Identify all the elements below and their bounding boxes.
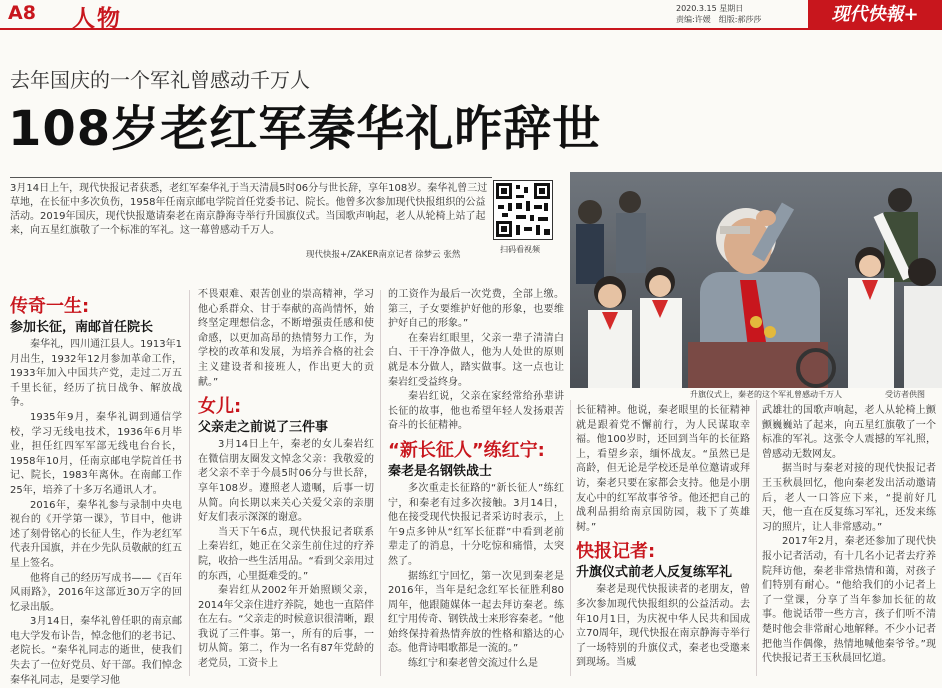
paragraph: 据练红宁回忆，第一次见到秦老是2016年，当年是纪念红军长征胜利80周年，他跟随媒体一起去拜访秦老。练红宁用传奇、钢铁战士来形容秦老。“他始终保持着热情奔放的性格和豁达的心态。他背诗唱歌都是一流的。” bbox=[388, 570, 564, 655]
paragraph: 3月14日，秦华礼曾任职的南京邮电大学发布讣告，悼念他们的老书记、老院长。“秦华礼同志的逝世，使我们失去了一位好党员、好干部。我们悼念秦华礼同志，是要学习他 bbox=[10, 616, 182, 686]
paragraph: 秦华礼，四川通江县人。1913年1月出生，1932年12月参加革命工作，1933年加入中国共产党，走过二万五千里长征，经历了抗日战争、解放战争。 bbox=[10, 339, 182, 409]
paragraph: 2016年，秦华礼参与录制中央电视台的《开学第一课》，节目中，他讲述了刻骨铭心的长征人生，作为老红军代表升国旗，并在少先队员敬献的红五星上签名。 bbox=[10, 499, 182, 569]
section-heading-reporter: 快报记者: bbox=[576, 541, 656, 563]
paragraph: 长征精神。他说，秦老眼里的长征精神就是跟着党不懈前行，为人民谋取幸福。他100岁时，还回到当年的长征路上，看望乡亲，缅怀战友。“虽然已是高龄，但无论是学校还是单位邀请或拜访，秦老只要在家都会支持。他是小朋友心中的红军故事爷爷。他还把自己的战利品捐给南京国防园，栽下了英雄树。” bbox=[576, 405, 750, 533]
article-subtitle: 去年国庆的一个军礼曾感动千万人 bbox=[10, 68, 310, 92]
section-subheading: 升旗仪式前老人反复练军礼 bbox=[576, 565, 733, 581]
paragraph: 3月14日上午，秦老的女儿秦岩红在微信朋友圈发文悼念父亲：我敬爱的老父亲不幸于今晨5时06分与世长辞，享年108岁。遵照老人遗嘱，后事一切从简。向长期以来关心关爱父亲的亲朋好友们表示深深的谢意。 bbox=[198, 439, 374, 524]
newspaper-logo: 现代快報+ bbox=[808, 0, 942, 30]
article-lead bbox=[10, 182, 488, 238]
paragraph: 1935年9月，秦华礼调到通信学校，学习无线电技术，1936年6月毕业，担任红四军军部无线电台台长，1958年10月，任南京邮电学院首任书记、院长，1983年离休。在南邮工作25年，培养了十多万名通讯人才。 bbox=[10, 411, 182, 496]
paragraph: 不畏艰难、艰苦创业的崇高精神，学习他心系群众、甘于奉献的高尚情怀，始终坚定理想信念，不断增强责任感和使命感，以更加高昂的热情努力工作，为学校的改革和发展，为培养合格的社会主义建设者和接班人，作出更大的贡献。” bbox=[198, 289, 374, 388]
paragraph: 秦老是现代快报读者的老朋友，曾多次参加现代快报组织的公益活动。去年10月1日，为庆祝中华人民共和国成立70周年，现代快报在南京静海寺举行了一场特别的升旗仪式，秦老也受邀来到现场。当威 bbox=[576, 584, 750, 669]
ceremony-photo bbox=[570, 172, 942, 388]
section-subheading: 参加长征，南邮首任院长 bbox=[10, 320, 154, 335]
column-3 bbox=[388, 288, 564, 672]
column-divider bbox=[189, 290, 190, 676]
column-4 bbox=[576, 404, 750, 671]
article-byline: 现代快报+/ZAKER南京记者 徐梦云 张然 bbox=[306, 250, 461, 260]
paragraph: 的工资作为最后一次党费，全部上缴。第三，子女要维护好他的形象，也要维护好自己的形象。” bbox=[388, 289, 564, 330]
column-divider bbox=[380, 290, 381, 676]
article-title: 108岁老红军秦华礼昨辞世 bbox=[8, 101, 602, 157]
qr-code-icon[interactable] bbox=[493, 180, 553, 240]
section-heading-legend: 传奇一生: bbox=[10, 296, 90, 317]
column-2 bbox=[198, 288, 374, 672]
issue-date: 2020.3.15 星期日 bbox=[676, 4, 744, 13]
section-name: 人物 bbox=[72, 6, 122, 32]
lead-text: 3月14日上午，现代快报记者获悉，老红军秦华礼于当天清晨5时06分与世长辞，享年108岁。秦华礼曾三过草地，在长征中多次负伤，1958年任南京邮电学院首任党委书记、院长。他曾多次参加现代快报组织的公益活动。2019年国庆，现代快报邀请秦老在南京静海寺举行升国旗仪式。当国歌声响起，老人从轮椅上站了起来，向五星红旗敬了一个标准的军礼。这一幕曾感动千万人。 bbox=[10, 183, 488, 236]
section-subheading: 秦老是名钢铁战士 bbox=[388, 463, 493, 479]
page-header bbox=[0, 0, 942, 30]
column-5 bbox=[762, 404, 936, 667]
editors-line: 责编:许媛 组版:郝莎莎 bbox=[676, 15, 762, 24]
section-subheading: 父亲走之前说了三件事 bbox=[198, 420, 329, 436]
paragraph: 武雄壮的国歌声响起，老人从轮椅上颤颤巍巍站了起来，向五星红旗敬了一个标准的军礼。这张令人震撼的军礼照，曾感动无数网友。 bbox=[762, 405, 936, 460]
paragraph: 当天下午6点，现代快报记者联系上秦岩红，她正在父亲生前住过的疗养院，收拾一些生活用品。“看到父亲用过的东西，心里挺难受的。” bbox=[198, 526, 374, 582]
section-heading-daughter: 女儿: bbox=[198, 396, 242, 418]
paragraph: 他将自己的经历写成书——《百年风雨路》，2016年这部近30万字的回忆录出版。 bbox=[10, 572, 182, 613]
paragraph: 秦岩红从2002年开始照顾父亲，2014年父亲住进疗养院，她也一直陪伴在左右。“父亲走的时候意识很清晰，跟我说了三件事。第一，所有的后事，一切从简。第二，作为一名有87年党龄的老党员，工资卡上 bbox=[198, 585, 374, 670]
paragraph: 在秦岩红眼里，父亲一辈子清清白白、干干净净做人，他为人处世的原则就是本分做人，踏实做事。这一点也让秦岩红受益终身。 bbox=[388, 332, 564, 388]
column-divider bbox=[570, 400, 571, 676]
paragraph: 据当时与秦老对接的现代快报记者王玉秋晨回忆，他向秦老发出活动邀请后，老人一口答应下来，“提前好几天，他一直在反复练习军礼，还发来练习的照片，让人非常感动。” bbox=[762, 463, 936, 533]
photo-credit: 受访者供图 bbox=[885, 390, 925, 399]
column-1 bbox=[10, 296, 182, 688]
paragraph: 多次重走长征路的“新长征人”练红宁，和秦老有过多次接触。3月14日，他在接受现代快报记者采访时表示，上午9点多钟从“红军长征群”中看到老前辈走了的消息，十分吃惊和痛惜，太突然了。 bbox=[388, 482, 564, 567]
qr-caption: 扫码看视频 bbox=[500, 245, 540, 254]
column-divider bbox=[756, 400, 757, 676]
paragraph: 2017年2月，秦老还参加了现代快报小记者活动，有十几名小记者去疗养院拜访他，秦老非常热情和蔼，对孩子们特别有耐心。“他给我们的小记者上了一堂课，分享了当年参加长征的故事。他说话带一些方言，孩子们听不清楚时他会非常耐心地解释。不少小记者把他当作偶像，热情地喊他秦爷爷。”现代快报记者王玉秋晨回忆道。 bbox=[762, 536, 936, 665]
paragraph: 秦岩红说，父亲在家经常给孙辈讲长征的故事，他也希望年轻人发扬艰苦奋斗的长征精神。 bbox=[388, 391, 564, 432]
photo-caption: 升旗仪式上，秦老的这个军礼曾感动千万人 bbox=[690, 390, 842, 399]
section-heading-new-longmarch: “新长征人”练红宁: bbox=[388, 439, 545, 461]
paragraph: 练红宁和秦老曾交流过什么是 bbox=[408, 658, 538, 670]
page-number: A8 bbox=[8, 2, 36, 24]
